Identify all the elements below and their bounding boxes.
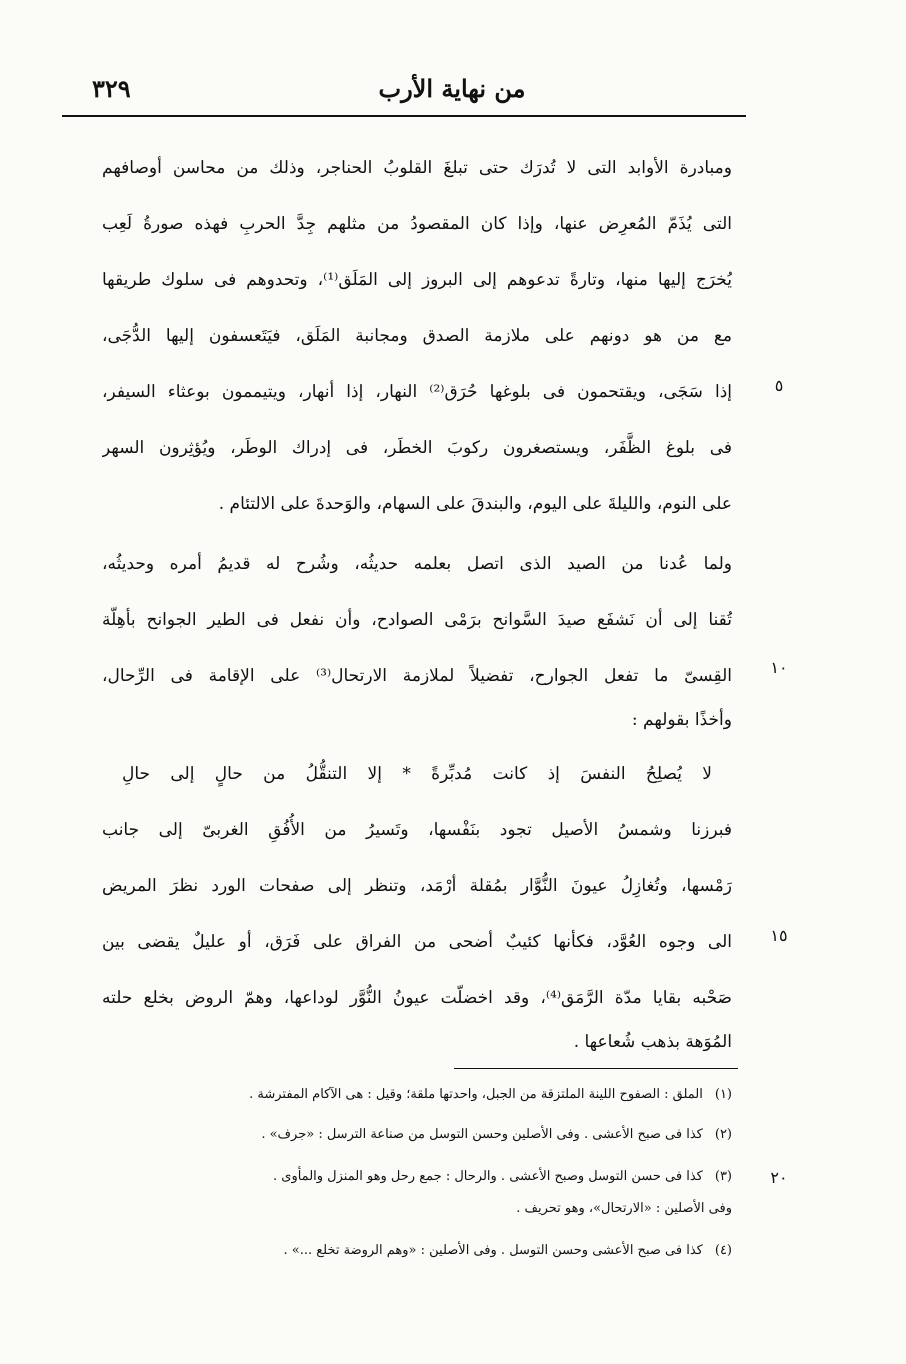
footnote-rule xyxy=(454,1068,738,1069)
text-line: القِسىّ ما تفعل الجوارح، تفضيلاً لملازمة الارتحال⁽³⁾ على الإقامة فى الرِّحال، xyxy=(102,666,732,686)
text-line: مع من هو دونهم على ملازمة الصدق ومجانبة المَلَق، فيَتَعسفون إليها الدُّجَى، xyxy=(102,326,732,346)
header-rule xyxy=(62,115,746,117)
text-line: المُوَهة بذهب شُعاعها . xyxy=(573,1032,732,1052)
line-number: ١٥ xyxy=(770,926,788,945)
footnote xyxy=(120,1162,732,1192)
verse-line: لا يُصلِحُ النفسَ إذ كانت مُدبِّرةً * إلا التنقُّلُ من حالٍ إلى حالِ xyxy=(122,764,712,784)
footnote-number: (١) xyxy=(714,1087,732,1102)
footnote-number: (٣) xyxy=(714,1169,732,1184)
text-line: فبرزنا وشمسُ الأصيل تجود بنَفْسها، وتَسيرُ من الأُفُقِ الغربىّ إلى جانب xyxy=(102,820,732,840)
text-line: تُقنا إلى أن نَشفَع صيدَ السَّوانح برَمْى الصوادح، وأن نفعل فى الطير الجوانح بأهِلّة xyxy=(102,610,732,630)
text-line: يُخرَج إليها منها، وتارةً تدعوهم إلى البروز إلى المَلَق⁽¹⁾، وتحدوهم فى سلوك طريقها xyxy=(102,270,732,290)
footnote-number: (٤) xyxy=(714,1243,732,1258)
page-number: ٣٢٩ xyxy=(92,74,131,103)
text-line: التى يُذَمّ المُعرِض عنها، وإذا كان المقصودُ من مثلهم جِدَّ الحربِ فهذه صورةُ لَعِب xyxy=(102,214,732,234)
text-line: على النوم، والليلةَ على اليوم، والبندقَ على السهام، والوَحدةَ على الالتئام . xyxy=(218,494,732,514)
running-title: من نهاية الأرب xyxy=(378,74,526,103)
footnote-text: كذا فى صبح الأعشى . وفى الأصلين وحسن التوسل من صناعة الترسل : «جرف» . xyxy=(261,1127,703,1142)
footnote-continuation xyxy=(120,1194,732,1224)
page-header xyxy=(62,70,744,110)
footnote xyxy=(120,1080,732,1110)
text-line: صَحْبه بقايا مدّة الرَّمَق⁽⁴⁾، وقد اخضلّت عيونُ النُّوَّر لوداعها، وهمّ الروض بخلع حلته xyxy=(102,988,732,1008)
text-line: الى وجوه العُوَّد، فكأنها كئيبٌ أضحى من الفراق على فَرَق، أو عليلٌ يقضى بين xyxy=(102,932,732,952)
text-line: ولما عُدنا من الصيد الذى اتصل بعلمه حديثُه، وشُرح له قديمُ أمره وحديثُه، xyxy=(102,554,732,574)
footnote-text: كذا فى صبح الأعشى وحسن التوسل . وفى الأصلين : «وهم الروضة تخلع ...» . xyxy=(283,1243,703,1258)
footnote xyxy=(120,1120,732,1150)
text-line: ومبادرة الأوابد التى لا تُدرَك حتى تبلغَ القلوبُ الحناجر، وذلك من محاسن أوصافهم xyxy=(102,158,732,178)
footnote-text: كذا فى حسن التوسل وصبح الأعشى . والرحال : جمع رحل وهو المنزل والمأوى . xyxy=(273,1169,703,1184)
line-number: ١٠ xyxy=(770,658,788,677)
text-line: رَمْسها، وتُغازِلُ عيونَ النُّوَّار بمُقلة أرْمَد، وتنظر إلى صفحات الورد نظرَ المريض xyxy=(102,876,732,896)
footnote xyxy=(120,1236,732,1266)
footnote-text: وفى الأصلين : «الارتحال»، وهو تحريف . xyxy=(516,1201,732,1216)
footnote-number: (٢) xyxy=(714,1127,732,1142)
text-line: فى بلوغ الظَّفَر، ويستصغرون ركوبَ الخطَر، فى إدراك الوطَر، ويُؤثِرون السهر xyxy=(102,438,732,458)
line-number: ٥ xyxy=(774,376,784,395)
text-line: إذا سَجَى، ويقتحمون فى بلوغها حُرَق⁽²⁾ النهار، إذا أنهار، ويتيممون بوعثاء السيفر، xyxy=(102,382,732,402)
text-line: وأخذًا بقولهم : xyxy=(631,710,732,730)
footnote-text: الملق : الصفوح اللينة الملتزقة من الجبل، واحدتها ملقة؛ وقيل : هى الآكام المفترشة . xyxy=(249,1087,703,1102)
line-number: ٢٠ xyxy=(770,1168,788,1187)
